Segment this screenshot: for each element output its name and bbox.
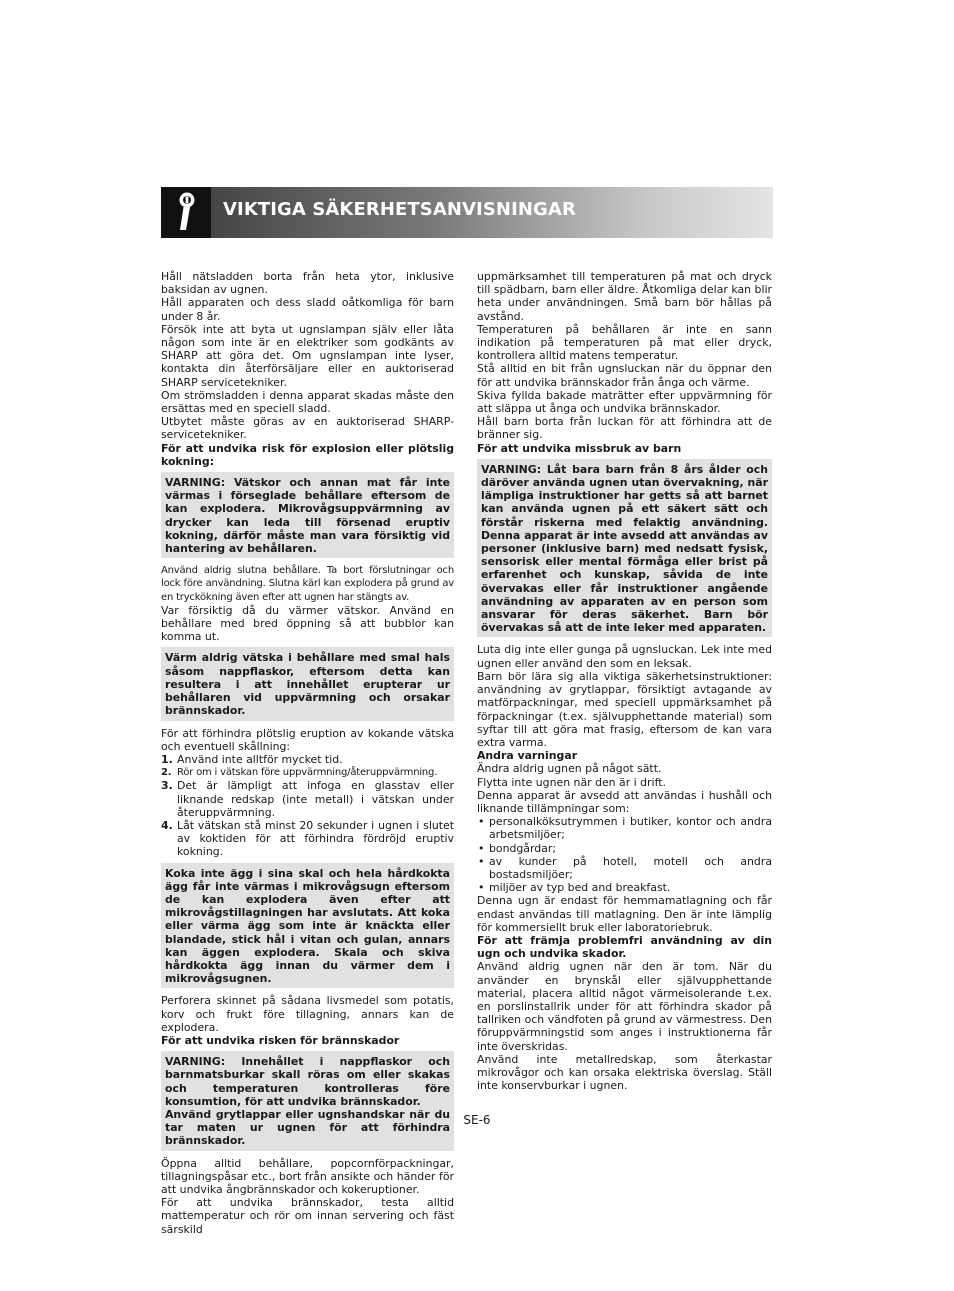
paragraph: Ändra aldrig ugnen på något sätt.	[477, 762, 662, 776]
page-number: SE-6	[463, 1113, 491, 1127]
list-item	[161, 779, 454, 819]
warning-text: VARNING: Innehållet i nappflaskor och barnmatsburkar skall röras om eller skakas och temperaturen kontrolleras före konsumtion, för att undvika brännskador.	[165, 1055, 450, 1108]
paragraph: Håll nätsladden borta från heta ytor, inklusive baksidan av ugnen.	[161, 270, 454, 297]
section-header	[161, 187, 773, 238]
info-wrench-icon	[161, 187, 211, 238]
paragraph: Skiva fyllda bakade maträtter efter uppvärmning för att släppa ut ånga och undvika brännskador.	[477, 388, 772, 416]
list-item: • bondgårdar;	[477, 842, 772, 855]
numbered-list	[161, 753, 454, 859]
list-item: • personalköksutrymmen i butiker, kontor och andra arbetsmiljöer;	[477, 815, 772, 841]
paragraph: uppmärksamhet till temperaturen på mat och dryck till spädbarn, barn eller äldre. Åtkomliga delar kan blir heta under användningen. Små barn bör hållas på avstånd.	[477, 270, 772, 323]
list-text: Rör om i vätskan före uppvärmning/återuppvärmning.	[177, 767, 438, 779]
section-heading: För att främja problemfri användning av din ugn och undvika skador.	[477, 933, 772, 961]
paragraph: Om strömsladden i denna apparat skadas måste den ersättas med en speciell sladd.	[161, 388, 454, 416]
section-heading: För att undvika missbruk av barn	[477, 441, 682, 455]
warning-text: Värm aldrig vätska i behållare med smal hals såsom nappflaskor, eftersom detta kan resultera i att innehållet erupterar ur behållaren vid uppvärmning och orsakar brännskador.	[165, 651, 450, 718]
list-text: Det är lämpligt att infoga en glasstav eller liknande redskap (inte metall) i vätskan under återuppvärmning.	[177, 779, 454, 819]
paragraph: Perforera skinnet på sådana livsmedel som potatis, korv och frukt före tillagning, annars kan de explodera.	[161, 994, 454, 1034]
paragraph: Denna ugn är endast för hemmamatlagning och får endast användas till matlagning. Den är inte lämplig för kommersiellt bruk eller laboratoriebruk.	[477, 894, 772, 934]
list-text: Låt vätskan stå minst 20 sekunder i ugnen i slutet av koktiden för att förhindra fördröjd eruptiv kokning.	[177, 818, 454, 859]
bullet-list	[477, 815, 772, 894]
warning-text: Koka inte ägg i sina skal och hela hårdkokta ägg får inte värmas i mikrovågsugn eftersom de kan explodera även efter att mikrovågstillagningen har avslutats. Att koka eller värma ägg som inte är knäckta eller blandade, stick hål i vitan och gulan, annars kan äggen explodera. Skala och skiva hårdkokta ägg innan du värmer dem i mikrovågsugnen.	[165, 866, 450, 986]
paragraph: Var försiktig då du värmer vätskor. Använd en behållare med bred öppning så att bubblor kan komma ut.	[161, 603, 454, 644]
paragraph: Använd aldrig slutna behållare. Ta bort förslutningar och lock före användning. Slutna kärl kan explodera på grund av en tryckökning även efter att ugnen har stängts av.	[161, 565, 454, 603]
header-icon-box	[161, 187, 211, 238]
list-number: 2.	[161, 767, 172, 779]
list-item	[161, 766, 454, 779]
section-heading: För att undvika risk för explosion eller plötslig kokning:	[161, 441, 454, 468]
paragraph: Öppna alltid behållare, popcornförpackningar, tillagningspåsar etc., bort från ansikte och händer för att undvika ångbrännskador och kokeruptioner.	[161, 1156, 454, 1196]
paragraph: Utbytet måste göras av en auktoriserad SHARP-servicetekniker.	[161, 415, 454, 442]
list-number: 1.	[161, 752, 173, 766]
section-heading: Andra varningar	[477, 749, 578, 763]
list-number: 3.	[161, 779, 173, 793]
paragraph: Luta dig inte eller gunga på ugnsluckan. Lek inte med ugnen eller använd den som en leksak.	[477, 643, 772, 670]
warning-box	[161, 647, 454, 720]
paragraph: Stå alltid en bit från ugnsluckan när du öppnar den för att undvika brännskador från ånga och värme.	[477, 362, 772, 389]
list-text: Använd inte alltför mycket tid.	[177, 752, 343, 766]
left-column	[161, 270, 454, 1236]
list-number: 4.	[161, 818, 173, 832]
warning-text: VARNING: Låt bara barn från 8 års ålder och däröver använda ugnen utan övervakning, när lämpliga instruktioner har getts så att barnet kan använda ugnen på ett säkert sätt och förstår riskerna med felaktig användning. Denna apparat är inte avsedd att användas av personer (inklusive barn) med nedsatt fysisk, sensorisk eller mental förmåga eller brist på erfarenhet och kunskap, såvida de inte övervakas eller får instruktioner angående användning av apparaten av en person som ansvarar för deras säkerhet. Barn bör övervakas så att de inte leker med apparaten.	[481, 462, 768, 635]
warning-text: VARNING: Vätskor och annan mat får inte värmas i förseglade behållare eftersom de kan explodera. Mikrovågsuppvärmning av drycker kan leda till försenad eruptiv kokning, därför måste man vara försiktig vid hantering av behållaren.	[165, 476, 450, 556]
paragraph: Håll barn borta från luckan för att förhindra att de bränner sig.	[477, 415, 772, 442]
paragraph: Denna apparat är avsedd att användas i hushåll och liknande tillämpningar som:	[477, 788, 772, 815]
warning-box	[477, 459, 772, 638]
paragraph: Använd inte metallredskap, som återkastar mikrovågor och kan orsaka elektriska överslag. Ställ inte konservburkar i ugnen.	[477, 1052, 772, 1093]
warning-box	[161, 1051, 454, 1150]
paragraph: Använd aldrig ugnen när den är tom. När du använder en brynskål eller självupphettande material, placera alltid något värmeisolerande t.ex. en porslinstallrik under för att förhindra skador på tallriken och vändfoten på grund av värmestress. Den föruppvärmningstid som anges i instruktionerna får inte överskridas.	[477, 960, 772, 1053]
page-title: VIKTIGA SÄKERHETSANVISNINGAR	[223, 199, 576, 220]
paragraph: Barn bör lära sig alla viktiga säkerhetsinstruktioner: användning av grytlappar, försiktigt avtagande av matförpackningar, med speciell uppmärksamhet på förpackningar (t.ex. självupphettande material) som syftar till att göra mat frasig, eftersom de kan vara extra varma.	[477, 669, 772, 749]
list-item	[161, 819, 454, 859]
warning-box	[161, 863, 454, 989]
warning-box	[161, 472, 454, 558]
paragraph: För att undvika brännskador, testa alltid mattemperatur och rör om innan servering och fäst särskild	[161, 1196, 454, 1236]
list-item: • miljöer av typ bed and breakfast.	[477, 881, 772, 894]
paragraph: Temperaturen på behållaren är inte en sann indikation på temperaturen på mat eller dryck, kontrollera alltid matens temperatur.	[477, 322, 772, 363]
paragraph: Flytta inte ugnen när den är i drift.	[477, 775, 666, 789]
paragraph: Håll apparaten och dess sladd oåtkomliga för barn under 8 år.	[161, 296, 454, 323]
list-item: • av kunder på hotell, motell och andra bostadsmiljöer;	[477, 855, 772, 881]
paragraph: För att förhindra plötslig eruption av kokande vätska och eventuell skållning:	[161, 726, 454, 753]
warning-text: Använd grytlappar eller ugnshandskar när du tar maten ur ugnen för att förhindra brännskador.	[165, 1107, 450, 1148]
right-column	[477, 270, 772, 1092]
list-item	[161, 753, 454, 766]
section-heading: För att undvika risken för brännskador	[161, 1033, 400, 1047]
paragraph: Försök inte att byta ut ugnslampan själv eller låta någon som inte är en elektriker som godkänts av SHARP att göra det. Om ugnslampan inte lyser, kontakta din återförsäljare eller en auktoriserad SHARP servicetekniker.	[161, 322, 454, 389]
